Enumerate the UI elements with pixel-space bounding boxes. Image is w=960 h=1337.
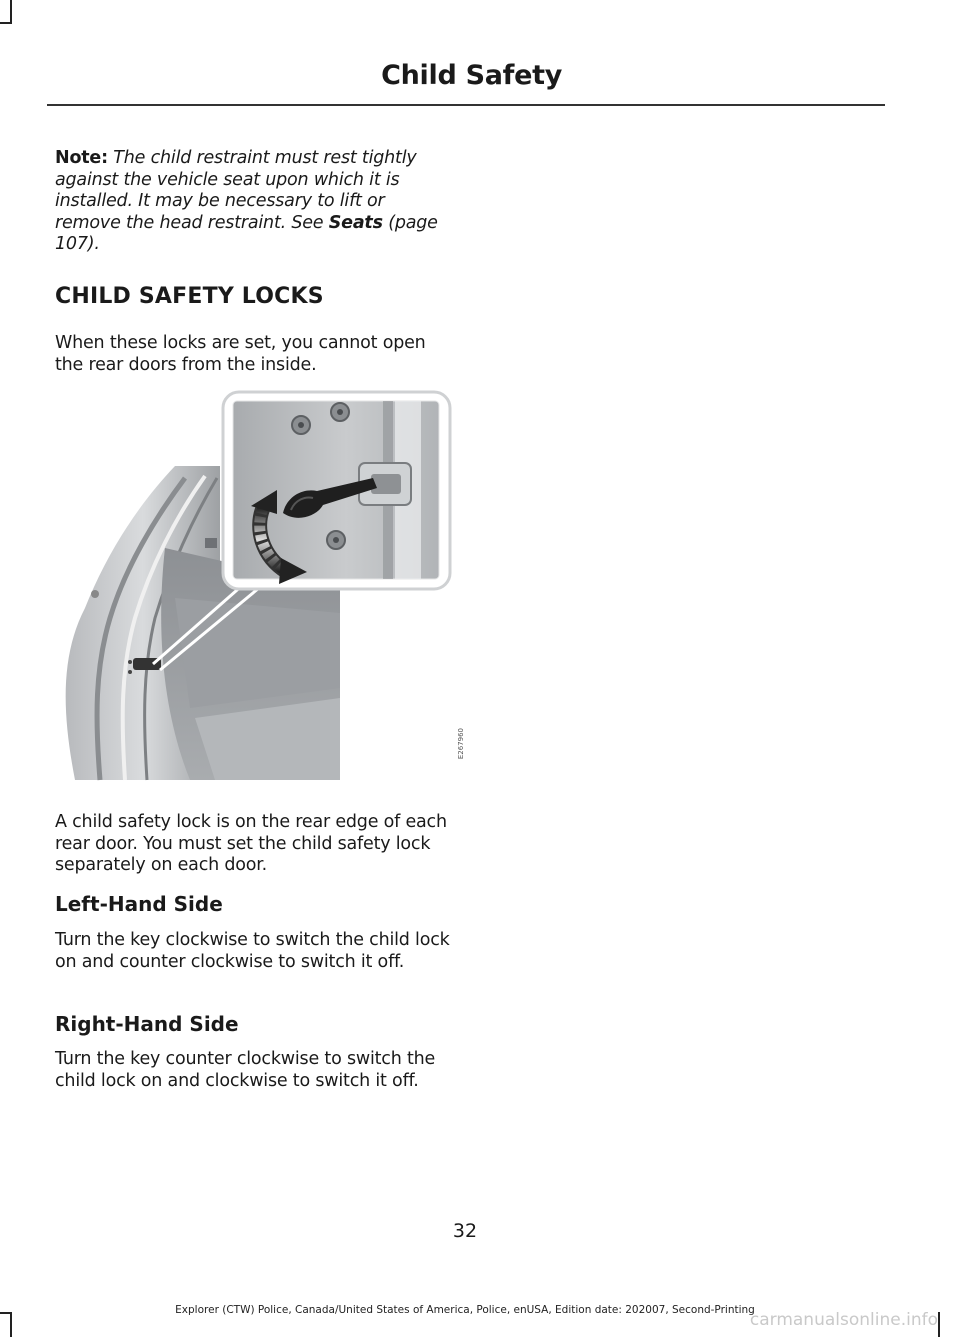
- crop-mark-top-left: [10, 0, 12, 24]
- left-hand-side-heading: Left-Hand Side: [55, 892, 223, 916]
- door-illustration: [55, 388, 453, 783]
- left-hand-side-text: Turn the key clockwise to switch the child lock on and counter clockwise to switch it off.: [55, 930, 450, 972]
- footer-edition-text: Explorer (CTW) Police, Canada/United States of America, Police, enUSA, Edition date: 202007, Second-Printing: [175, 1304, 755, 1316]
- note-text: The child restraint must rest tightly against the vehicle seat upon which it is installed. It may be necessary to lift or remove the head restraint. See: [55, 148, 417, 233]
- seats-reference-link[interactable]: Seats: [328, 212, 383, 233]
- child-lock-illustration: [55, 388, 465, 783]
- right-hand-side-heading: Right-Hand Side: [55, 1012, 239, 1036]
- crop-mark-top-left: [0, 22, 12, 24]
- section-intro: When these locks are set, you cannot open the rear doors from the inside.: [55, 333, 426, 375]
- right-hand-side-text: Turn the key counter clockwise to switch the child lock on and clockwise to switch it off.: [55, 1049, 436, 1091]
- figure-code: E267960: [457, 728, 465, 760]
- section-heading: CHILD SAFETY LOCKS: [55, 284, 324, 309]
- page-title: Child Safety: [381, 60, 562, 91]
- note-block: [55, 148, 450, 256]
- page-number: 32: [452, 1220, 478, 1242]
- crop-mark-bottom-right: [938, 1312, 940, 1337]
- note-page-ref: (page 107).: [55, 212, 438, 254]
- lock-location-text: A child safety lock is on the rear edge of each rear door. You must set the child safety lock separately on each door.: [55, 812, 447, 875]
- watermark: carmanualsonline.info: [749, 1310, 938, 1330]
- note-label: Note:: [55, 148, 108, 168]
- note-paragraph: [55, 148, 450, 256]
- header-divider: [47, 104, 885, 106]
